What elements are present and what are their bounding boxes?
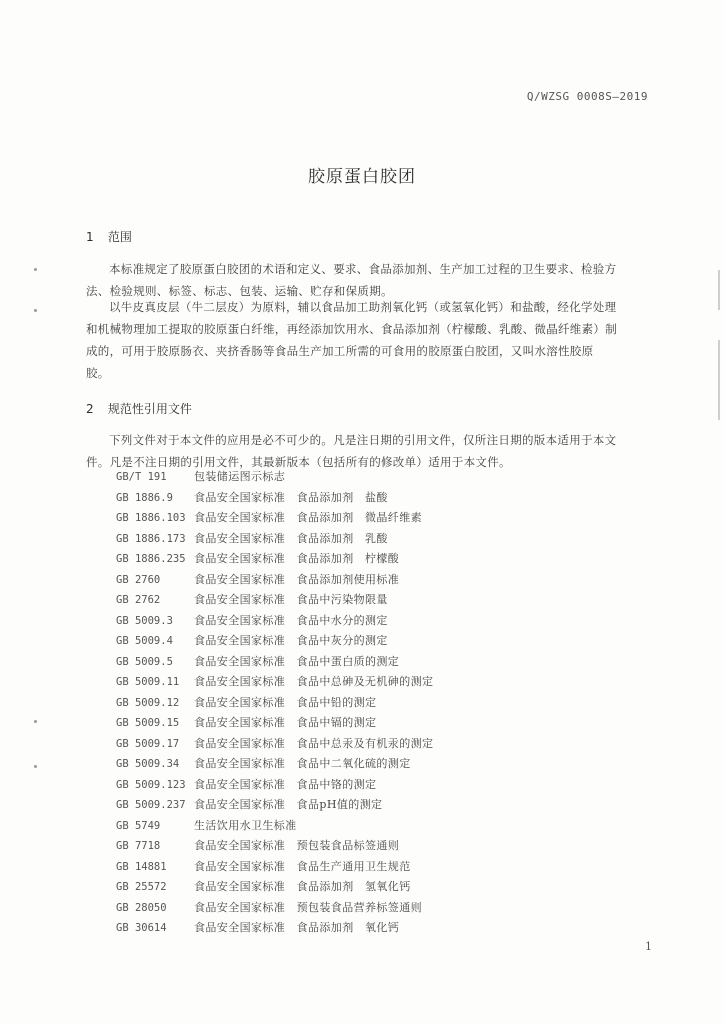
scan-dot bbox=[34, 720, 37, 723]
reference-code: GB 1886.9 bbox=[116, 491, 173, 504]
reference-code: GB 5009.5 bbox=[116, 655, 173, 668]
scan-dot bbox=[34, 765, 37, 768]
reference-item bbox=[116, 877, 636, 898]
reference-title: 食品安全国家标准 食品添加剂 乳酸 bbox=[194, 531, 388, 545]
reference-code: GB 5009.15 bbox=[116, 717, 180, 729]
reference-item bbox=[116, 652, 636, 673]
reference-item bbox=[116, 857, 636, 878]
reference-item bbox=[116, 611, 636, 632]
reference-item bbox=[116, 508, 636, 529]
scan-edge-mark bbox=[718, 270, 720, 310]
reference-item bbox=[116, 672, 636, 693]
reference-item bbox=[116, 775, 636, 796]
reference-title: 食品安全国家标准 食品生产通用卫生规范 bbox=[194, 859, 411, 873]
reference-item bbox=[116, 693, 636, 714]
reference-code: GB 25572 bbox=[116, 881, 167, 893]
reference-code: GB 2760 bbox=[116, 573, 161, 586]
section-1-number: 1 bbox=[86, 230, 94, 244]
paragraph-line: 件。凡是不注日期的引用文件，其最新版本（包括所有的修改单）适用于本文件。 bbox=[86, 455, 511, 469]
reference-code: GB 7718 bbox=[116, 840, 161, 852]
reference-code: GB 14881 bbox=[116, 860, 167, 873]
reference-item bbox=[116, 795, 636, 816]
reference-item bbox=[116, 734, 636, 755]
paragraph-line: 胶。 bbox=[86, 366, 110, 380]
reference-code: GB 5009.11 bbox=[116, 676, 180, 688]
reference-title: 食品安全国家标准 食品中蛋白质的测定 bbox=[194, 654, 400, 668]
reference-list bbox=[116, 467, 636, 939]
reference-code: GB 5009.3 bbox=[116, 614, 173, 627]
reference-code: GB/T 191 bbox=[116, 471, 167, 483]
reference-code: GB 1886.103 bbox=[116, 512, 186, 524]
section-2-number: 2 bbox=[86, 402, 94, 416]
reference-title: 食品安全国家标准 食品添加剂 柠檬酸 bbox=[194, 552, 400, 565]
document-code: Q/WZSG 0008S—2019 bbox=[526, 90, 648, 103]
reference-item bbox=[116, 570, 636, 591]
reference-item bbox=[116, 836, 636, 857]
reference-code: GB 1886.235 bbox=[116, 553, 186, 565]
reference-code: GB 5009.12 bbox=[116, 696, 180, 709]
reference-title: 食品安全国家标准 食品添加剂使用标准 bbox=[194, 572, 400, 586]
reference-item bbox=[116, 816, 636, 837]
reference-code: GB 1886.173 bbox=[116, 532, 186, 545]
page-number: 1 bbox=[645, 940, 652, 953]
reference-item bbox=[116, 467, 636, 488]
reference-code: GB 30614 bbox=[116, 922, 167, 934]
reference-code: GB 5009.123 bbox=[116, 778, 186, 791]
reference-title: 食品安全国家标准 食品中总砷及无机砷的测定 bbox=[194, 675, 434, 688]
reference-code: GB 5009.237 bbox=[116, 799, 186, 811]
reference-item bbox=[116, 713, 636, 734]
paragraph-line: 以牛皮真皮层（牛二层皮）为原料，辅以食品加工助剂氧化钙（或氢氧化钙）和盐酸，经化学处理 bbox=[109, 300, 617, 314]
reference-item bbox=[116, 898, 636, 919]
reference-item bbox=[116, 529, 636, 550]
section-1-paragraph-2 bbox=[86, 296, 658, 384]
reference-code: GB 5009.17 bbox=[116, 737, 180, 750]
reference-code: GB 28050 bbox=[116, 901, 167, 914]
reference-title: 食品安全国家标准 食品中铅的测定 bbox=[194, 695, 377, 709]
reference-title: 食品安全国家标准 食品pH值的测定 bbox=[194, 798, 383, 811]
reference-item bbox=[116, 549, 636, 570]
reference-item bbox=[116, 631, 636, 652]
section-1-heading bbox=[86, 228, 132, 245]
paragraph-line: 成的，可用于胶原肠衣、夹挤香肠等食品生产加工所需的可食用的胶原蛋白胶团，又叫水溶性胶原 bbox=[86, 344, 594, 358]
reference-code: GB 5009.34 bbox=[116, 758, 180, 770]
section-2-title: 规范性引用文件 bbox=[107, 402, 192, 416]
reference-title: 食品安全国家标准 食品中灰分的测定 bbox=[194, 634, 388, 647]
reference-title: 食品安全国家标准 食品中水分的测定 bbox=[194, 613, 388, 627]
reference-title: 食品安全国家标准 食品中污染物限量 bbox=[194, 593, 388, 606]
reference-item bbox=[116, 590, 636, 611]
reference-item bbox=[116, 918, 636, 939]
reference-title: 食品安全国家标准 食品添加剂 微晶纤维素 bbox=[194, 511, 422, 524]
reference-title: 食品安全国家标准 食品中镉的测定 bbox=[194, 716, 377, 729]
reference-title: 食品安全国家标准 预包装食品标签通则 bbox=[194, 839, 400, 852]
reference-title: 食品安全国家标准 食品中总汞及有机汞的测定 bbox=[194, 736, 434, 750]
paragraph-line: 和机械物理加工提取的胶原蛋白纤维，再经添加饮用水、食品添加剂（柠檬酸、乳酸、微晶纤维素）制 bbox=[86, 322, 617, 336]
section-2-heading bbox=[86, 400, 192, 417]
reference-code: GB 2762 bbox=[116, 594, 161, 606]
paragraph-line: 法、检验规则、标签、标志、包装、运输、贮存和保质期。 bbox=[86, 284, 393, 298]
scan-dot bbox=[34, 309, 37, 312]
reference-title: 食品安全国家标准 食品添加剂 氧化钙 bbox=[194, 921, 400, 934]
paragraph-line: 本标准规定了胶原蛋白胶团的术语和定义、要求、食品添加剂、生产加工过程的卫生要求、检验方 bbox=[109, 262, 617, 276]
reference-item bbox=[116, 488, 636, 509]
reference-title: 生活饮用水卫生标准 bbox=[194, 818, 297, 832]
reference-title: 包装储运图示标志 bbox=[194, 470, 286, 483]
scan-edge-mark bbox=[718, 340, 720, 420]
section-1-title: 范围 bbox=[107, 230, 132, 244]
reference-title: 食品安全国家标准 食品中铬的测定 bbox=[194, 777, 377, 791]
reference-title: 食品安全国家标准 预包装食品营养标签通则 bbox=[194, 900, 422, 914]
reference-code: GB 5749 bbox=[116, 819, 161, 832]
reference-title: 食品安全国家标准 食品中二氧化硫的测定 bbox=[194, 757, 411, 770]
scan-dot bbox=[34, 268, 37, 271]
reference-title: 食品安全国家标准 食品添加剂 盐酸 bbox=[194, 490, 388, 504]
reference-item bbox=[116, 754, 636, 775]
document-title: 胶原蛋白胶团 bbox=[308, 167, 416, 187]
reference-code: GB 5009.4 bbox=[116, 635, 173, 647]
reference-title: 食品安全国家标准 食品添加剂 氢氧化钙 bbox=[194, 880, 411, 893]
paragraph-line: 下列文件对于本文件的应用是必不可少的。凡是注日期的引用文件，仅所注日期的版本适用于本文 bbox=[109, 433, 617, 447]
